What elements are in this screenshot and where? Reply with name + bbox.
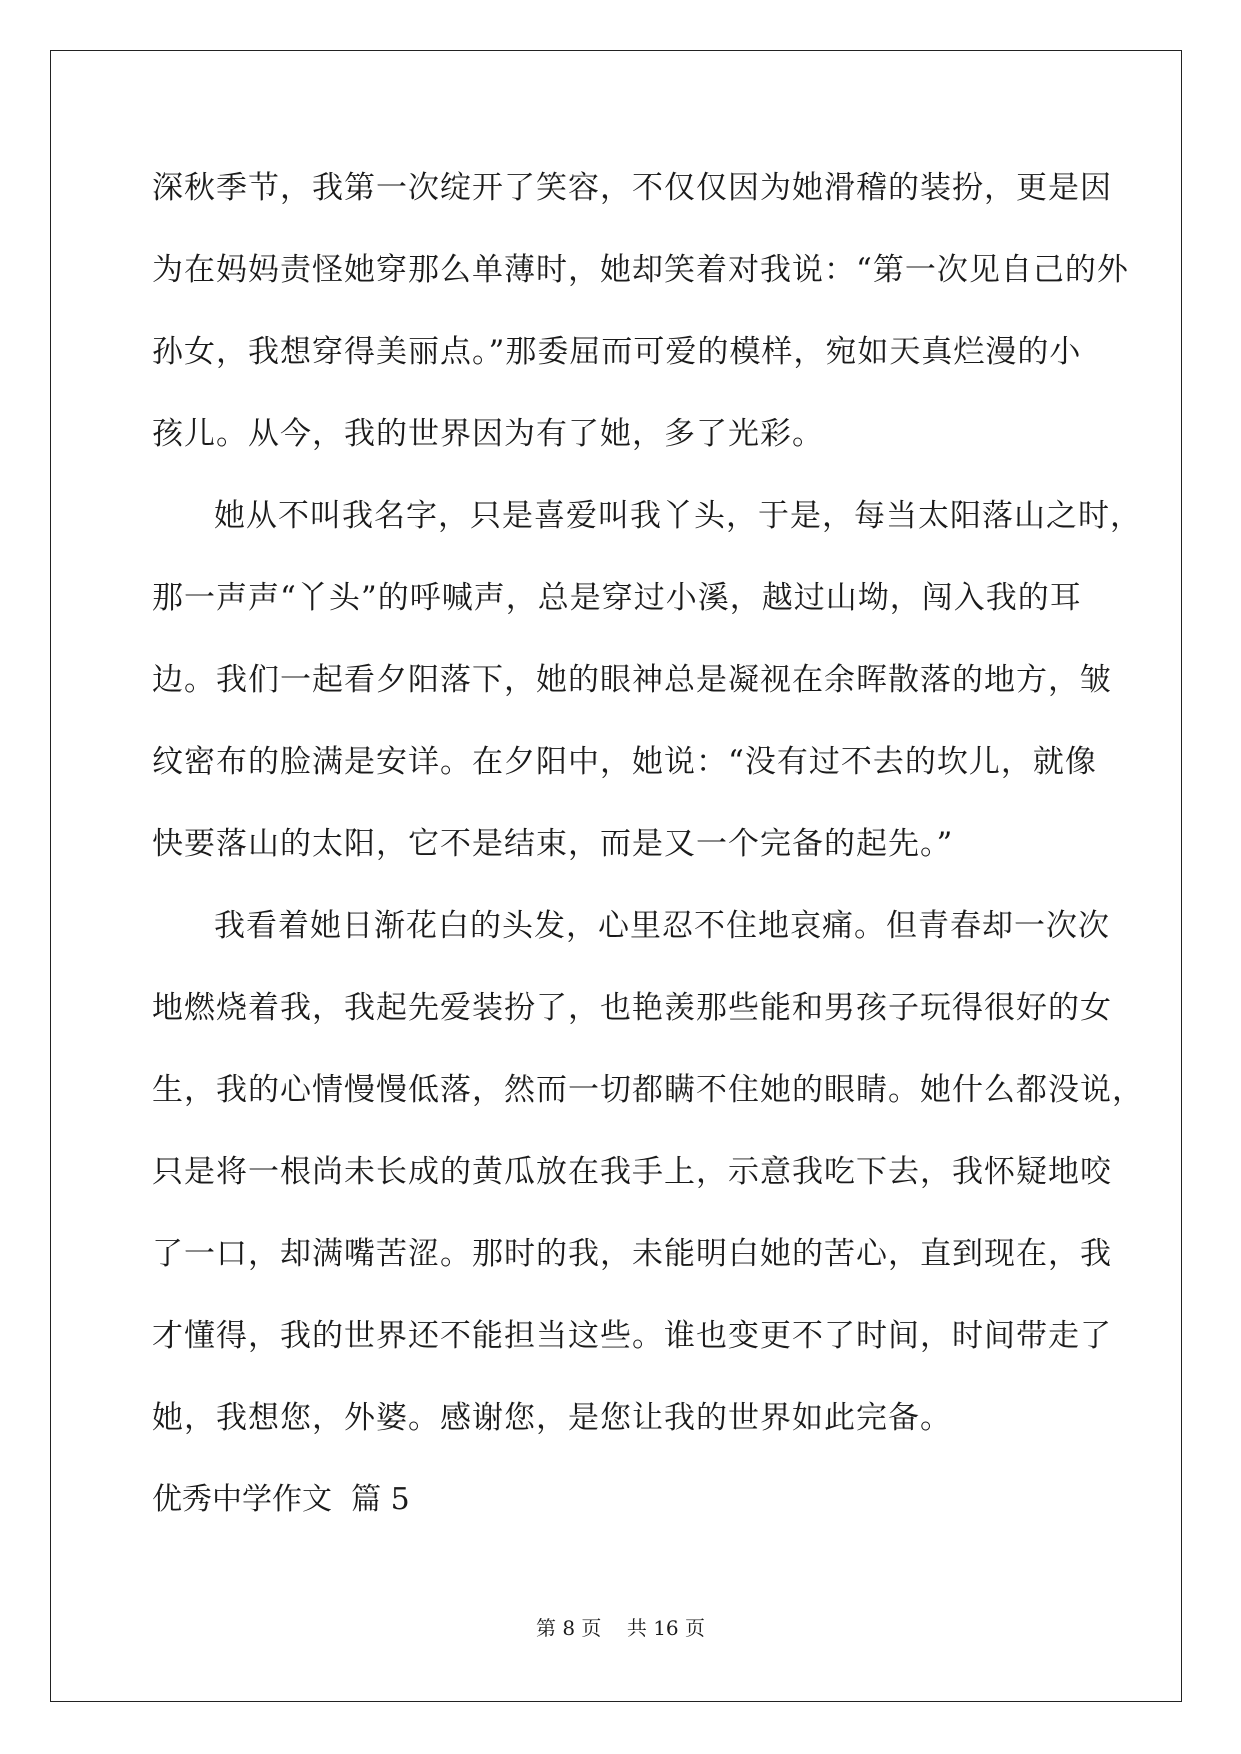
text-line: 她从不叫我名字，只是喜爱叫我丫头，于是，每当太阳落山之时， [214,498,1142,534]
text-line: 孩儿。从今，我的世界因为有了她，多了光彩。 [152,416,824,452]
text-line: 只是将一根尚未长成的黄瓜放在我手上，示意我吃下去，我怀疑地咬 [152,1154,1112,1190]
section-heading: 优秀中学作文 篇 5 [152,1482,410,1517]
text-line: 为在妈妈责怪她穿那么单薄时，她却笑着对我说：“第一次见自己的外 [152,252,1129,288]
text-line: 快要落山的太阳，它不是结束，而是又一个完备的起先。” [152,826,954,862]
text-line: 我看着她日渐花白的头发，心里忍不住地哀痛。但青春却一次次 [214,908,1110,944]
paragraph-lines [152,162,1144,1474]
text-line: 了一口，却满嘴苦涩。那时的我，未能明白她的苦心，直到现在，我 [152,1236,1112,1272]
text-line: 才懂得，我的世界还不能担当这些。谁也变更不了时间，时间带走了 [152,1318,1112,1354]
text-line: 深秋季节，我第一次绽开了笑容，不仅仅因为她滑稽的装扮，更是因 [152,170,1112,206]
text-line: 地燃烧着我，我起先爱装扮了，也艳羡那些能和男孩子玩得很好的女 [152,990,1112,1026]
text-line: 那一声声“丫头”的呼喊声，总是穿过小溪，越过山坳，闯入我的耳 [152,580,1082,616]
document-body [152,162,1144,1556]
page-footer: 第 8 页 共 16 页 [535,1616,706,1640]
text-line: 边。我们一起看夕阳落下，她的眼神总是凝视在余晖散落的地方，皱 [152,662,1112,698]
text-line: 她，我想您，外婆。感谢您，是您让我的世界如此完备。 [152,1400,952,1436]
text-line: 生，我的心情慢慢低落，然而一切都瞒不住她的眼睛。她什么都没说， [152,1072,1144,1108]
text-line: 孙女，我想穿得美丽点。”那委屈而可爱的模样，宛如天真烂漫的小 [152,334,1082,370]
text-line: 纹密布的脸满是安详。在夕阳中，她说：“没有过不去的坎儿，就像 [152,744,1097,780]
